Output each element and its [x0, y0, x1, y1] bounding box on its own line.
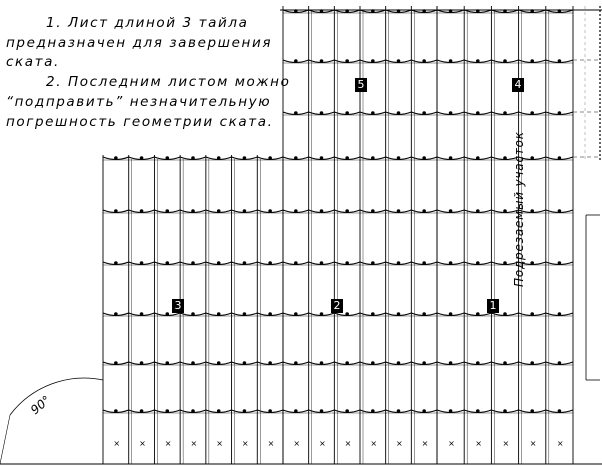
screw-mark [558, 59, 562, 63]
screw-cross: × [344, 439, 352, 448]
screw-mark [530, 111, 534, 115]
screw-mark [503, 361, 507, 365]
screw-mark [503, 409, 507, 413]
screw-mark [268, 209, 272, 213]
screw-mark [558, 209, 562, 213]
screw-mark [503, 111, 507, 115]
screw-mark [397, 312, 401, 316]
screw-mark [503, 156, 507, 160]
screw-mark [558, 312, 562, 316]
note-1-line-1: 1. Лист длиной 3 тайла [46, 15, 249, 31]
screw-mark [140, 209, 144, 213]
screw-cross: × [396, 439, 403, 448]
screw-mark [345, 409, 349, 413]
screw-mark [217, 361, 221, 365]
screw-mark [397, 111, 401, 115]
screw-mark [558, 261, 562, 265]
right-angle-mark [10, 378, 103, 418]
screw-mark [449, 361, 453, 365]
screw-mark [140, 261, 144, 265]
screw-cross: × [190, 439, 198, 448]
screw-mark [217, 261, 221, 265]
screw-mark [503, 209, 507, 213]
screw-mark [268, 156, 272, 160]
right-angle-leg [0, 415, 10, 464]
screw-cross: × [139, 439, 146, 448]
screw-mark [397, 59, 401, 63]
screw-mark [503, 261, 507, 265]
screw-mark [140, 409, 144, 413]
screw-mark [449, 409, 453, 413]
screw-mark [191, 312, 195, 316]
screw-cross: × [293, 439, 301, 448]
screw-mark [476, 156, 480, 160]
screw-cross: × [216, 439, 223, 448]
screw-mark [140, 312, 144, 316]
screw-mark [530, 59, 534, 63]
screw-mark [397, 156, 401, 160]
screw-mark [165, 261, 169, 265]
sheet-number-2: 2 [331, 299, 343, 313]
screw-mark [476, 111, 480, 115]
screw-mark [422, 361, 426, 365]
screw-mark [449, 261, 453, 265]
screw-cross: × [529, 439, 537, 448]
screw-cross: × [113, 439, 121, 448]
angle-label: 90° [27, 392, 54, 418]
screw-mark [558, 409, 562, 413]
note-1-line-3: ската. [6, 54, 60, 70]
screw-mark [476, 312, 480, 316]
screw-mark [476, 209, 480, 213]
screw-mark [422, 111, 426, 115]
sheet-number-4: 4 [512, 78, 524, 92]
screw-mark [114, 361, 118, 365]
screw-mark [449, 111, 453, 115]
screw-mark [449, 59, 453, 63]
screw-mark [243, 156, 247, 160]
screw-mark [558, 156, 562, 160]
screw-mark [449, 209, 453, 213]
screw-mark [345, 156, 349, 160]
screw-mark [191, 209, 195, 213]
screw-mark [397, 409, 401, 413]
screw-mark [320, 59, 324, 63]
screw-mark [114, 312, 118, 316]
screw-mark [165, 156, 169, 160]
screw-mark [503, 59, 507, 63]
screw-mark [476, 261, 480, 265]
screw-mark [268, 261, 272, 265]
screw-mark [294, 261, 298, 265]
screw-mark [294, 156, 298, 160]
sheet-number-5: 5 [355, 78, 367, 92]
screw-mark [217, 209, 221, 213]
screw-mark [530, 156, 534, 160]
screw-mark [294, 209, 298, 213]
screw-mark [320, 209, 324, 213]
screw-mark [320, 111, 324, 115]
screw-mark [345, 111, 349, 115]
screw-mark [294, 409, 298, 413]
note-1-line-2: предназначен для завершения [6, 35, 273, 51]
screw-mark [371, 156, 375, 160]
screw-mark [243, 312, 247, 316]
screw-mark [371, 209, 375, 213]
screw-mark [320, 156, 324, 160]
screw-cross: × [448, 439, 455, 448]
cut-area-label: Подрезаемый участок [512, 131, 526, 287]
screw-mark [165, 312, 169, 316]
screw-mark [268, 312, 272, 316]
screw-cross: × [319, 439, 326, 448]
screw-mark [294, 312, 298, 316]
screw-mark [268, 409, 272, 413]
screw-mark [217, 312, 221, 316]
screw-mark [165, 361, 169, 365]
screw-mark [140, 156, 144, 160]
screw-mark [530, 312, 534, 316]
screw-mark [140, 361, 144, 365]
screw-mark [449, 312, 453, 316]
screw-mark [191, 156, 195, 160]
screw-mark [268, 361, 272, 365]
screw-mark [114, 261, 118, 265]
screw-cross: × [421, 439, 429, 448]
screw-mark [320, 361, 324, 365]
screw-mark [371, 261, 375, 265]
screw-mark [345, 361, 349, 365]
screw-mark [530, 361, 534, 365]
screw-cross: × [164, 439, 172, 448]
screw-mark [243, 261, 247, 265]
sheet-number-1: 1 [487, 299, 499, 313]
screw-mark [191, 361, 195, 365]
screw-mark [243, 361, 247, 365]
screw-mark [294, 59, 298, 63]
screw-mark [294, 111, 298, 115]
screw-mark [476, 361, 480, 365]
sheet-number-3: 3 [172, 299, 184, 313]
screw-mark [165, 409, 169, 413]
screw-mark [320, 409, 324, 413]
screw-mark [530, 261, 534, 265]
screw-mark [191, 409, 195, 413]
screw-mark [371, 361, 375, 365]
screw-mark [345, 261, 349, 265]
screw-mark [320, 312, 324, 316]
screw-mark [371, 59, 375, 63]
screw-mark [371, 409, 375, 413]
screw-mark [165, 209, 169, 213]
screw-mark [476, 59, 480, 63]
screw-mark [345, 209, 349, 213]
screw-mark [397, 209, 401, 213]
screw-mark [114, 209, 118, 213]
screw-mark [476, 409, 480, 413]
screw-mark [243, 409, 247, 413]
screw-mark [422, 156, 426, 160]
screw-mark [422, 261, 426, 265]
screw-mark [449, 156, 453, 160]
screw-mark [422, 312, 426, 316]
screw-mark [294, 361, 298, 365]
screw-mark [345, 59, 349, 63]
screw-mark [422, 59, 426, 63]
note-2-line-2: “подправить” незначительную [6, 94, 272, 110]
screw-mark [217, 409, 221, 413]
screw-mark [243, 209, 247, 213]
screw-mark [503, 312, 507, 316]
note-2-line-3: погрешность геометрии ската. [6, 114, 274, 130]
screw-cross: × [556, 439, 564, 448]
screw-mark [397, 261, 401, 265]
note-2-line-1: 2. Последним листом можно [46, 74, 291, 90]
screw-cross: × [241, 439, 249, 448]
screw-mark [422, 409, 426, 413]
screw-mark [114, 409, 118, 413]
screw-mark [530, 409, 534, 413]
screw-mark [558, 111, 562, 115]
screw-mark [558, 361, 562, 365]
screw-cross: × [370, 439, 378, 448]
screw-mark [530, 209, 534, 213]
screw-cross: × [267, 439, 275, 448]
screw-mark [345, 312, 349, 316]
screw-mark [397, 361, 401, 365]
screw-cross: × [502, 439, 510, 448]
screw-mark [422, 209, 426, 213]
screw-mark [217, 156, 221, 160]
screw-mark [191, 261, 195, 265]
screw-mark [320, 261, 324, 265]
screw-mark [371, 312, 375, 316]
screw-mark [371, 111, 375, 115]
screw-cross: × [475, 439, 483, 448]
screw-mark [114, 156, 118, 160]
